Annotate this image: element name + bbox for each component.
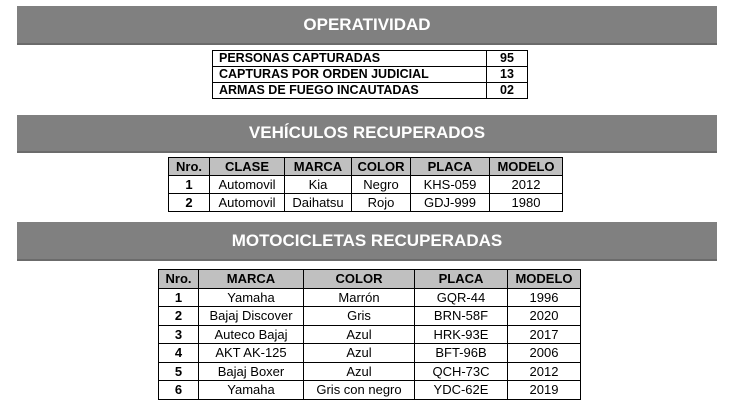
table-row xyxy=(159,288,581,307)
row-label: CAPTURAS POR ORDEN JUDICIAL xyxy=(213,67,487,83)
header-modelo: MODELO xyxy=(508,270,581,289)
header-color: COLOR xyxy=(352,158,411,176)
cell-modelo: 2012 xyxy=(490,176,563,194)
cell-color: Gris xyxy=(304,307,415,326)
header-nro: Nro. xyxy=(169,158,210,176)
motocicletas-title: MOTOCICLETAS RECUPERADAS xyxy=(17,222,717,261)
table-row xyxy=(159,362,581,381)
cell-placa: QCH-73C xyxy=(415,362,508,381)
cell-modelo: 2019 xyxy=(508,381,581,400)
cell-nro: 5 xyxy=(159,362,199,381)
cell-marca: Bajaj Boxer xyxy=(199,362,304,381)
cell-modelo: 2012 xyxy=(508,362,581,381)
table-row xyxy=(159,344,581,363)
cell-marca: Auteco Bajaj xyxy=(199,325,304,344)
cell-placa: YDC-62E xyxy=(415,381,508,400)
cell-color: Rojo xyxy=(352,194,411,212)
cell-placa: BFT-96B xyxy=(415,344,508,363)
header-marca: MARCA xyxy=(285,158,352,176)
cell-nro: 2 xyxy=(159,307,199,326)
table-row xyxy=(159,325,581,344)
table-header-row xyxy=(159,270,581,289)
vehiculos-table xyxy=(168,157,563,212)
cell-color: Gris con negro xyxy=(304,381,415,400)
operatividad-title: OPERATIVIDAD xyxy=(17,6,717,45)
header-color: COLOR xyxy=(304,270,415,289)
header-marca: MARCA xyxy=(199,270,304,289)
cell-modelo: 2017 xyxy=(508,325,581,344)
motocicletas-table xyxy=(158,269,581,400)
vehiculos-title: VEHÍCULOS RECUPERADOS xyxy=(17,115,717,153)
header-clase: CLASE xyxy=(210,158,285,176)
row-label: ARMAS DE FUEGO INCAUTADAS xyxy=(213,83,487,99)
header-placa: PLACA xyxy=(411,158,490,176)
cell-placa: GDJ-999 xyxy=(411,194,490,212)
row-label: PERSONAS CAPTURADAS xyxy=(213,51,487,67)
table-row xyxy=(169,194,563,212)
cell-clase: Automovil xyxy=(210,194,285,212)
cell-nro: 1 xyxy=(169,176,210,194)
row-value: 95 xyxy=(487,51,528,67)
cell-marca: Yamaha xyxy=(199,381,304,400)
cell-clase: Automovil xyxy=(210,176,285,194)
row-value: 13 xyxy=(487,67,528,83)
cell-marca: AKT AK-125 xyxy=(199,344,304,363)
cell-placa: KHS-059 xyxy=(411,176,490,194)
cell-nro: 1 xyxy=(159,288,199,307)
cell-nro: 2 xyxy=(169,194,210,212)
cell-modelo: 1996 xyxy=(508,288,581,307)
row-value: 02 xyxy=(487,83,528,99)
cell-color: Azul xyxy=(304,325,415,344)
cell-modelo: 1980 xyxy=(490,194,563,212)
cell-color: Negro xyxy=(352,176,411,194)
table-row xyxy=(159,307,581,326)
table-row xyxy=(213,51,528,67)
cell-marca: Yamaha xyxy=(199,288,304,307)
cell-nro: 4 xyxy=(159,344,199,363)
cell-marca: Daihatsu xyxy=(285,194,352,212)
cell-placa: GQR-44 xyxy=(415,288,508,307)
header-nro: Nro. xyxy=(159,270,199,289)
cell-placa: BRN-58F xyxy=(415,307,508,326)
table-row xyxy=(159,381,581,400)
header-modelo: MODELO xyxy=(490,158,563,176)
table-row xyxy=(213,83,528,99)
table-row xyxy=(213,67,528,83)
cell-nro: 3 xyxy=(159,325,199,344)
cell-modelo: 2020 xyxy=(508,307,581,326)
cell-color: Azul xyxy=(304,344,415,363)
cell-color: Marrón xyxy=(304,288,415,307)
header-placa: PLACA xyxy=(415,270,508,289)
operatividad-table xyxy=(212,50,528,99)
cell-color: Azul xyxy=(304,362,415,381)
cell-marca: Kia xyxy=(285,176,352,194)
cell-placa: HRK-93E xyxy=(415,325,508,344)
cell-marca: Bajaj Discover xyxy=(199,307,304,326)
cell-nro: 6 xyxy=(159,381,199,400)
table-header-row xyxy=(169,158,563,176)
table-row xyxy=(169,176,563,194)
cell-modelo: 2006 xyxy=(508,344,581,363)
